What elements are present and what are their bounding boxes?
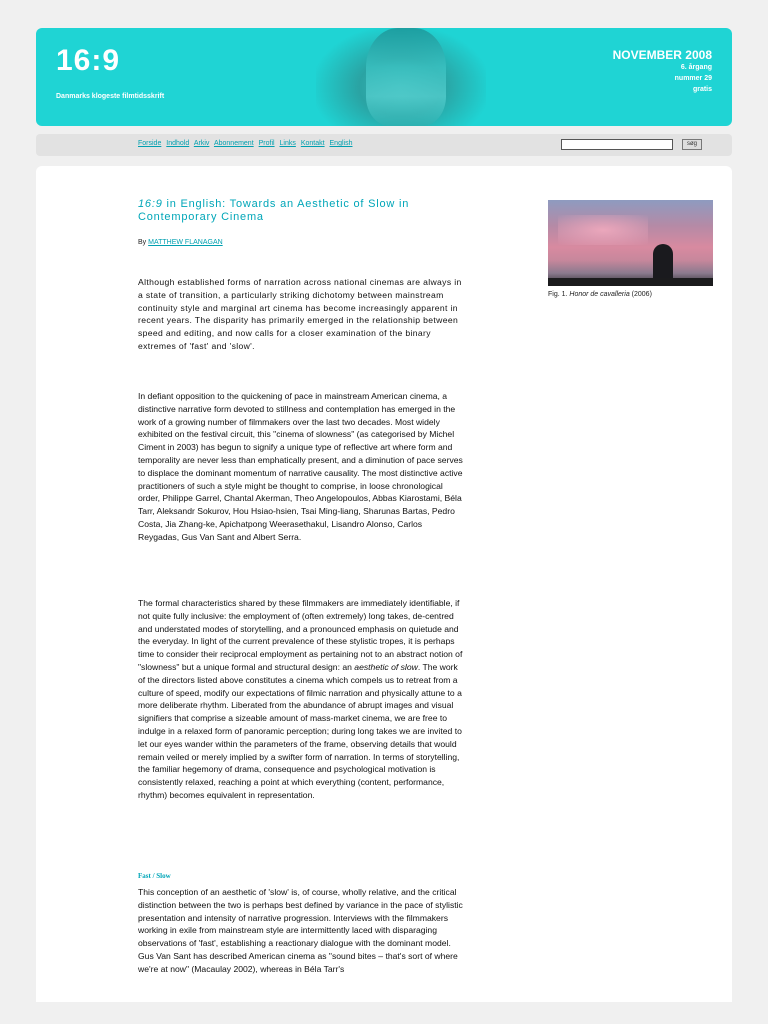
issue-info — [613, 48, 712, 95]
issue-date: NOVEMBER 2008 — [612, 48, 712, 62]
paragraph-3 — [138, 597, 464, 802]
nav-link-kontakt[interactable]: Kontakt — [300, 140, 325, 147]
nav-bar — [36, 134, 732, 156]
site-logo[interactable]: 16:9 — [56, 44, 121, 77]
paragraph-4: This conception of an aesthetic of 'slow' is, of course, wholly relative, and the critical distinction between the two is perhaps best defined by variance in the pace of stylistic presentation and intensity of narrative progression. Interviews with the filmmakers working in exile from mainstream style are intermittently laced with disparaging observations of 'fast', establishing a reactionary dialogue with the dominant model. Gus Van Sant has described American cinema as "sound bites – that's sort of where we're at now" (Macaulay 2002), whereas in Béla Tarr's — [138, 887, 463, 974]
nav-link-indhold[interactable]: Indhold — [166, 140, 190, 147]
figure-caption-year: (2006) — [629, 291, 652, 298]
byline-label: By — [138, 239, 147, 246]
nav-link-english[interactable]: English — [329, 140, 353, 147]
search-input[interactable] — [561, 139, 673, 150]
site-header — [36, 28, 732, 126]
figure-ground — [548, 278, 713, 286]
issue-number: nummer 29 — [674, 75, 712, 82]
nav-links — [138, 140, 355, 147]
site-tagline: Danmarks klogeste filmtidsskrift — [56, 93, 165, 100]
nav-link-arkiv[interactable]: Arkiv — [193, 140, 210, 147]
figure-image — [548, 200, 713, 286]
article-title-text: in English: Towards an Aesthetic of Slow in Contemporary Cinema — [138, 198, 410, 223]
nav-link-abonnement[interactable]: Abonnement — [213, 140, 254, 147]
nav-link-forside[interactable]: Forside — [138, 140, 162, 147]
paragraph-3-emphasis: aesthetic of slow — [354, 661, 418, 672]
paragraph-3-part-b: . The work of the directors listed above constitutes a cinema which compels us to retreat from a culture of speed, modify our expectations of filmic narration and physically attune to a more deliberate rhythm. Liberated from the abundance of abrupt images and visual signifiers that comprise a sizeable amount of mass-market cinema, we are free to indulge in a relaxed form of panoramic perception; during long takes we are invited to let our eyes wander within the parameters of the frame, observing details that would remain veiled or merely implied by a swifter form of narration. In terms of storytelling, the familiar hegemony of drama, consequence and psychological motivation is consistently relaxed, reaching a point at which everything (content, performance, rhythm) becomes equivalent in representation. — [138, 661, 462, 800]
paragraph-2: In defiant opposition to the quickening of pace in mainstream American cinema, a distinctive narrative form devoted to stillness and contemplation has emerged in the work of a growing number of filmmakers over the last two decades. Most widely exhibited on the festival circuit, this "cinema of slowness" (as categorised by Michel Ciment in 2003) has begun to signify a unique type of reflective art where form and temporality are never less than emphatically present, and a diminution of pace serves to displace the dominant momentum of narrative causality. The most distinctive active practitioners of such a style might be thought to comprise, in loose chronological order, Philippe Garrel, Chantal Akerman, Theo Angelopoulos, Abbas Kiarostami, Béla Tarr, Aleksandr Sokurov, Hou Hsiao-hsien, Tsai Ming-liang, Sharunas Bartas, Pedro Costa, Jia Zhang-ke, Apichatpong Weerasethakul, Lisandro Alonso, Carlos Reygadas, Gus Van Sant and Albert Serra. — [138, 391, 463, 542]
paragraph-3-part-a: The formal characteristics shared by these filmmakers are immediately identifiable, if not quite fully inclusive: the employment of (often extremely) long takes, de-centred and understated modes of storytelling, and a pronounced emphasis on quietude and the everyday. In light of the current prevalence of these stylistic tropes, it is perhaps time to consider their reciprocal employment as pertaining not to an abstract notion of "slowness" but a unique formal and structural design: an — [138, 598, 463, 672]
nav-link-profil[interactable]: Profil — [258, 140, 275, 147]
header-portrait — [366, 28, 446, 126]
figure-caption — [548, 291, 652, 298]
byline — [138, 239, 223, 246]
article-title — [138, 198, 448, 224]
figure-cloud — [558, 215, 648, 245]
paragraph-1: Although established forms of narration across national cinemas are always in a state of transition, a particularly striking dichotomy between mainstream continuity style and marginal art cinema has become increasingly apparent in recent years. The disparity has primarily emerged in the relationship between speed and editing, and now calls for a closer examination of the binary extremes of 'fast' and 'slow'. — [138, 277, 462, 351]
article-title-prefix: 16:9 — [138, 198, 163, 210]
section-heading: Fast / Slow — [138, 872, 171, 880]
issue-price: gratis — [692, 86, 712, 93]
nav-link-links[interactable]: Links — [279, 140, 296, 147]
article-container — [36, 166, 732, 1002]
author-link[interactable]: MATTHEW FLANAGAN — [148, 239, 223, 246]
search-button[interactable]: søg — [682, 139, 702, 150]
issue-volume: 6. årgang — [680, 64, 712, 71]
figure-caption-title: Honor de cavalleria — [569, 291, 630, 298]
figure-caption-prefix: Fig. 1. — [548, 291, 570, 298]
